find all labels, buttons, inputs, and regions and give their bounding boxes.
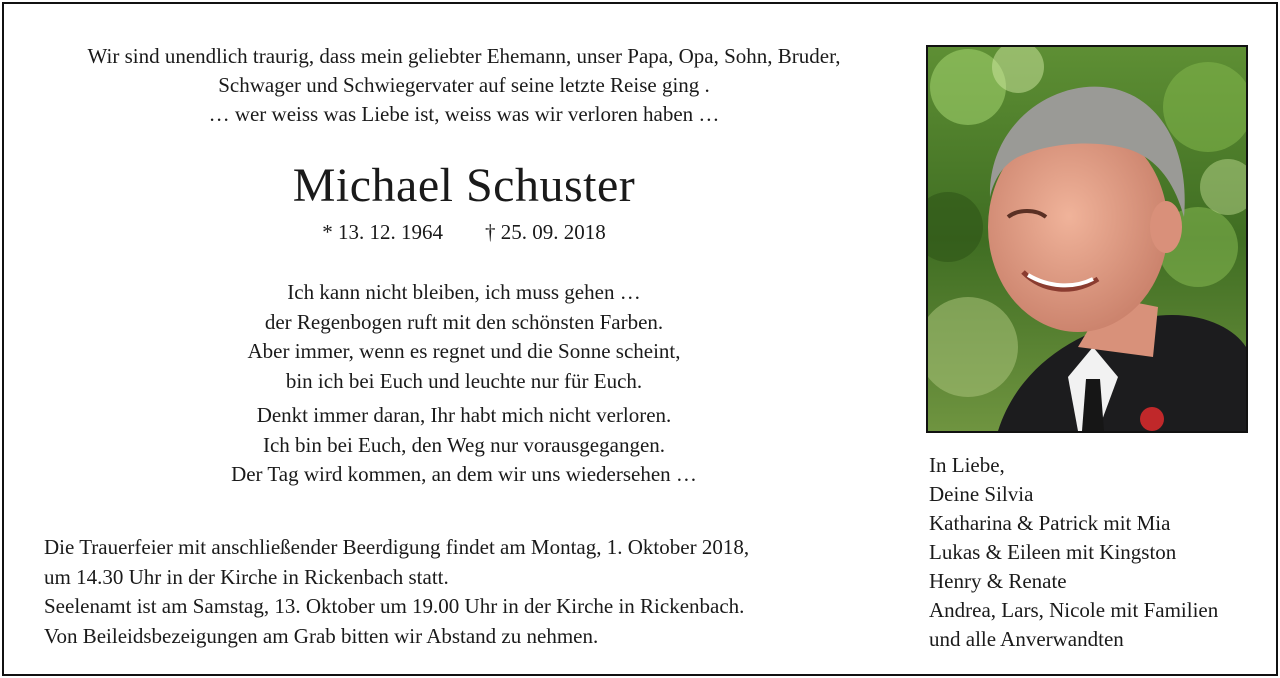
service-line: Von Beileidsbezeigungen am Grab bitten wir Abstand zu nehmen. [44,623,599,648]
poem-line: Aber immer, wenn es regnet und die Sonne scheint, [247,339,681,363]
family-line: Lukas & Eileen mit Kingston [929,540,1177,564]
poem-line: Ich kann nicht bleiben, ich muss gehen … [287,280,641,304]
poem-stanza-1 [34,278,894,396]
portrait-illustration [928,47,1246,431]
intro-line: Wir sind unendlich traurig, dass mein geliebter Ehemann, unser Papa, Opa, Sohn, Bruder, [87,44,841,68]
poem-line: bin ich bei Euch und leuchte nur für Euch. [285,368,643,393]
obituary-notice [2,2,1278,676]
family-signatures [929,451,1269,654]
poem-line: Ich bin bei Euch, den Weg nur vorausgegangen. [262,432,666,457]
portrait-photo [926,45,1248,433]
family-line: Katharina & Patrick mit Mia [929,511,1171,535]
family-line: Henry & Renate [929,569,1067,593]
family-line: Andrea, Lars, Nicole mit Familien [929,598,1219,622]
intro-text [34,42,894,129]
family-line: Deine Silvia [929,482,1034,506]
service-line: Seelenamt ist am Samstag, 13. Oktober um 19.00 Uhr in der Kirche in Rickenbach. [44,594,745,618]
birth-date: * 13. 12. 1964 [322,220,443,244]
poem-stanza-2 [34,401,894,490]
intro-line: Schwager und Schwiegervater auf seine letzte Reise ging . [218,73,710,97]
poem-line: Denkt immer daran, Ihr habt mich nicht verloren. [256,403,672,427]
poem-line: Der Tag wird kommen, an dem wir uns wiedersehen … [231,462,697,486]
service-line: um 14.30 Uhr in der Kirche in Rickenbach statt. [44,564,449,589]
life-dates [34,218,894,246]
funeral-service-info [44,533,904,651]
service-line: Die Trauerfeier mit anschließender Beerdigung findet am Montag, 1. Oktober 2018, [44,535,750,559]
family-line: In Liebe, [929,453,1005,477]
intro-line: … wer weiss was Liebe ist, weiss was wir verloren haben … [208,102,720,126]
deceased-name: Michael Schuster [292,159,636,212]
family-line: und alle Anverwandten [929,627,1124,651]
poem-line: der Regenbogen ruft mit den schönsten Farben. [264,309,664,334]
death-date: † 25. 09. 2018 [485,220,606,244]
